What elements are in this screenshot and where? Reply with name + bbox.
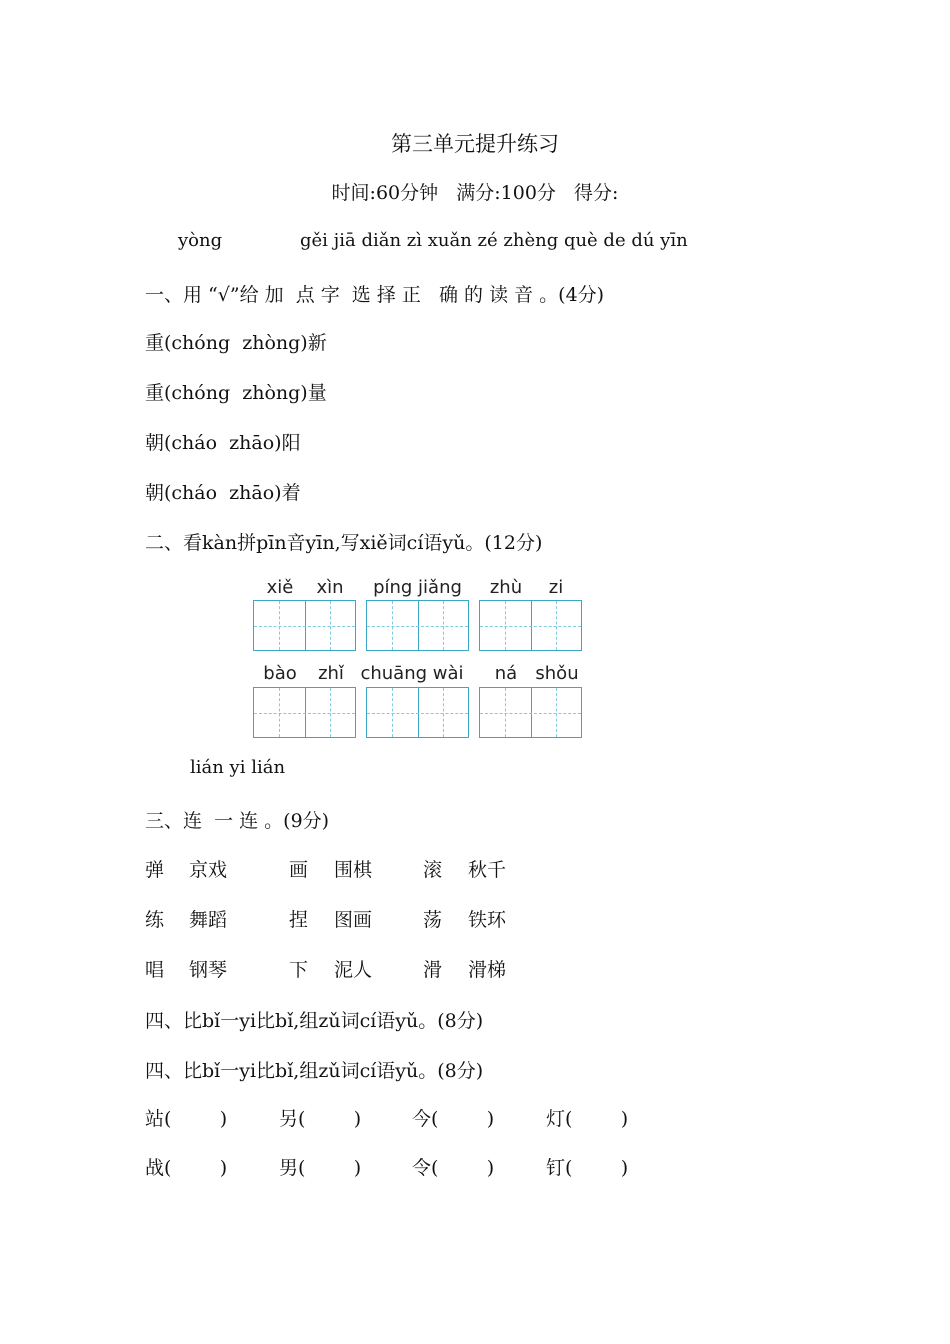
match-word[interactable]: 秋千 [468,859,507,881]
q4-heading: 四、比bǐ一yi比bǐ,组zǔ词cí语yǔ。(8分) [145,1010,484,1032]
q1-item: 朝(cháo zhāo)着 [145,482,301,504]
pinyin-label: xiě [266,577,294,598]
pinyin-label: zhǐ [318,663,344,684]
q3-heading: 三、连 一 连 。(9分) [145,810,330,832]
pinyin-label: zhù [489,577,523,598]
q1-pinyin-2: gěi jiā diǎn zì xuǎn zé zhèng què de dú yīn [300,230,688,251]
pinyin-label: ná [494,663,518,684]
match-word[interactable]: 捏 [289,909,309,931]
match-word[interactable]: 泥人 [334,959,373,981]
match-word[interactable]: 滚 [423,859,443,881]
match-word[interactable]: 舞蹈 [189,909,228,931]
writing-grid[interactable] [479,687,582,738]
match-word[interactable]: 滑 [423,959,443,981]
writing-grid[interactable] [366,600,469,651]
writing-grid[interactable] [253,600,356,651]
word-blank[interactable]: 今( ) [412,1108,495,1130]
q2-heading: 二、看kàn拼pīn音yīn,写xiě词cí语yǔ。(12分) [145,532,543,554]
q1-item: 朝(cháo zhāo)阳 [145,432,301,454]
writing-grid[interactable] [366,687,469,738]
writing-grid[interactable] [479,600,582,651]
match-word[interactable]: 图画 [334,909,373,931]
q1-pinyin-1: yòng [178,230,223,251]
pinyin-label: bào [263,663,297,684]
match-word[interactable]: 下 [289,959,309,981]
match-word[interactable]: 滑梯 [468,959,507,981]
q1-item: 重(chóng zhòng)新 [145,332,327,354]
word-blank[interactable]: 令( ) [412,1157,495,1179]
writing-grid[interactable] [253,687,356,738]
match-word[interactable]: 荡 [423,909,443,931]
q3-pinyin: lián yi lián [190,757,286,778]
match-word[interactable]: 画 [289,859,309,881]
match-word[interactable]: 练 [145,909,165,931]
word-blank[interactable]: 钉( ) [546,1157,629,1179]
word-blank[interactable]: 男( ) [279,1157,362,1179]
match-word[interactable]: 钢琴 [189,959,228,981]
match-word[interactable]: 铁环 [468,909,507,931]
word-blank[interactable]: 另( ) [279,1108,362,1130]
pinyin-label: zi [548,577,564,598]
match-word[interactable]: 围棋 [334,859,373,881]
q1-item: 重(chóng zhòng)量 [145,382,327,404]
match-word[interactable]: 弹 [145,859,165,881]
match-word[interactable]: 唱 [145,959,165,981]
page-title: 第三单元提升练习 [391,132,559,156]
exam-info: 时间:60分钟 满分:100分 得分: [331,182,619,204]
word-blank[interactable]: 站( ) [145,1108,228,1130]
word-blank[interactable]: 战( ) [145,1157,228,1179]
match-word[interactable]: 京戏 [189,859,228,881]
word-blank[interactable]: 灯( ) [546,1108,629,1130]
q1-heading: 一、用 “√”给 加 点 字 选 择 正 确 的 读 音 。(4分) [145,284,605,306]
q4-heading: 四、比bǐ一yi比bǐ,组zǔ词cí语yǔ。(8分) [145,1060,484,1082]
pinyin-label: xìn [316,577,344,598]
pinyin-label: shǒu [535,663,579,684]
pinyin-label: píng jiǎng [373,577,462,598]
pinyin-label: chuāng wài [360,663,464,684]
